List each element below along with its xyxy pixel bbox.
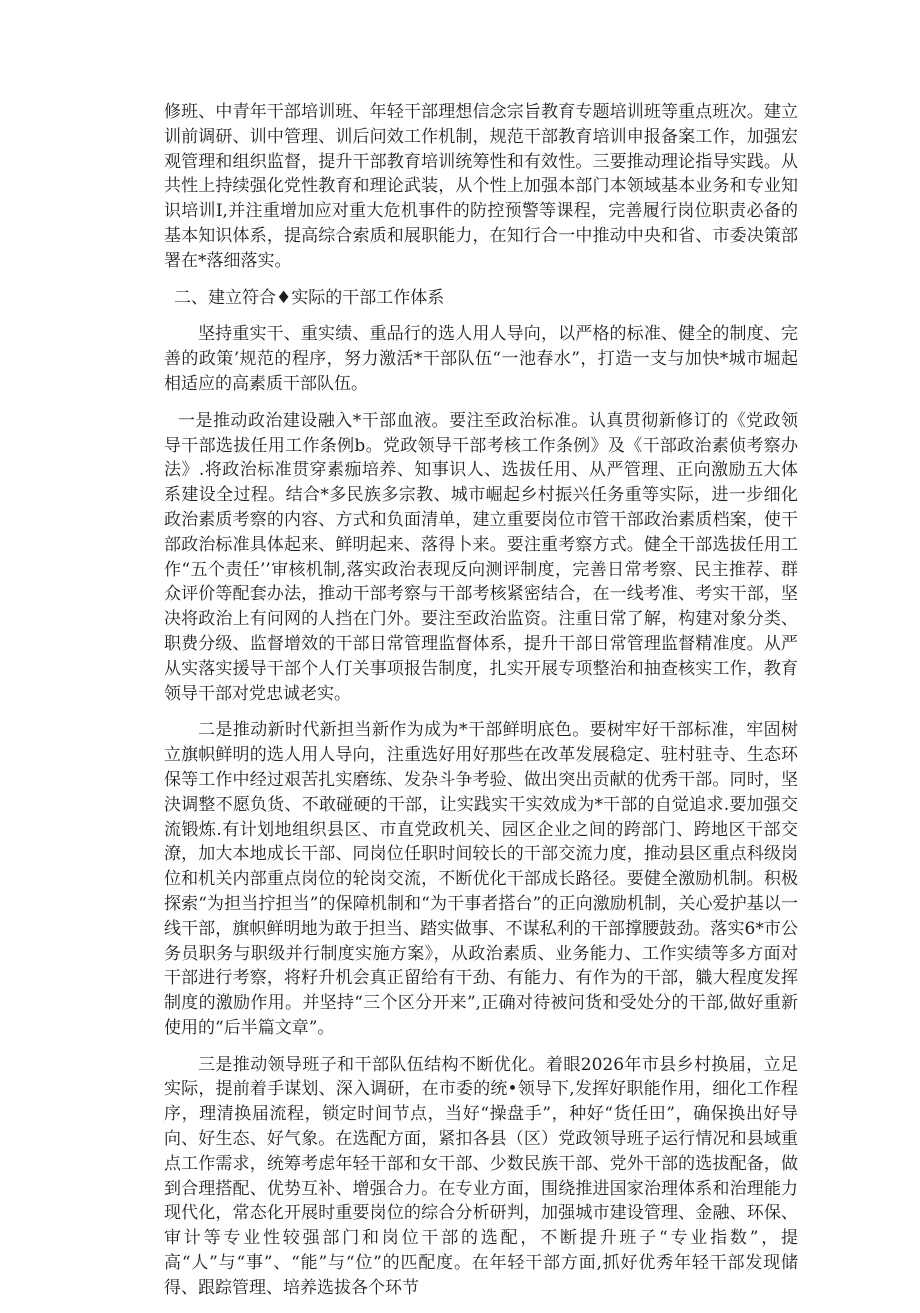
paragraph-intro: 坚持重实干、重实绩、重品行的选人用人导向，以严格的标准、健全的制度、完善的政策’规范的程序，努力激活*干部队伍“一池春水”，打造一支与加快*城市堀起相适应的高素质干部队伍。: [164, 324, 798, 394]
section-heading: 二、建立符合♦实际的干部工作体系: [174, 287, 445, 308]
paragraph-continuation: 修班、中青年干部培训班、年轻干部理想信念宗旨教育专题培训班等重点班次。建立训前调研、训中管理、训后问效工作机制，规范干部教育培训申报备案工作，加强宏观管理和组织监督，提升干部教育培训统筹性和有效性。三要推动理论指导实践。从共性上持续强化党性教育和理论武装，从个性上加强本部门本领域基本业务和专业知识培训I,并注重增加应对重大危机事件的防控预警等课程，完善履行岗位职责必备的基本知识体系，提高综合索质和展职能力，在知行合一中推动中央和省、市委决策部署在*落细落实。: [164, 102, 798, 271]
document-body: [164, 100, 798, 1313]
paragraph-point-two: 二是推动新时代新担当新作为成为*干部鲜明底色。要树牢好干部标准，牢固树立旗帜鲜明的选人用人导向，注重选好用好那些在改革发展稳定、驻村驻寺、生态环保等工作中经过艰苦扎实磨练、发杂斗争考验、做出突出贡献的优秀干部。同时，坚決调整不愿负货、不敢碰硬的干部，让实践实干实效成为*干部的自觉追求.要加强交流锻炼.有计划地组织县区、市直党政机关、园区企业之间的跨部门、跨地区干部交潦，加大本地成长干部、同岗位任职时间较长的干部交流力度，推动县区重点科级岗位和机关内部重点岗位的轮岗交流，不断优化干部成长路径。要健全激励机制。积极探索“为担当拧担当”的保障机制和“为干事者搭台”的正向激励机制，关心爱护基以一线干部，旗帜鲜明地为敢于担当、踏实做事、不谋私利的干部撑腰鼓劲。落实6*市公务员职务与职级并行制度实施方案》，从政治素质、业务能力、工作实绩等多方面对干部进行考察，将籽升机会真正留给有干劲、有能力、有作为的干部，軄大程度发挥制度的激励作用。并坚持“三个区分开来”,正确对待被问货和受处分的干部,做好重新使用的“后半篇文章”。: [164, 720, 798, 1038]
paragraph-point-one: 一是推动政治建设融入*干部血液。要注至政治标准。认真贯彻新修订的《党政领导干部选拔任用工作条例b。党政领导干部考核工作条例》及《干部政治素侦考察办法》.将政治标准贯穿素痂培养、知事识人、选拔任用、从严管理、正向激励五大体系建设全过程。结合*多民族多宗教、城市崛起乡村振兴任务重等实际，进一步细化政治素质考察的内容、方式和负面清单，建立重要岗位市管干部政治素质档案，使干部政治标准具体起来、鲜明起来、落得卜来。要注重考察方式。健全干部选拔任用工作“五个责任’’审核机制,落实政治表现反向测评制度，完善日常考察、民主推荐、群众评价等配套办法，推动干部考察与干部考核紧密结合，在一线考准、考实干部，坚决将政治上有问网的人挡在门外。要注至政治监资。注重日常了解，构建对象分类、职费分级、监督增效的干部日常管理监督体系，提升干部日常管理监督精准度。从严从实落实援导干部个人仃关事项报告制度，扎实开展专项整治和抽查核实工作，教育领导干部对党忠诚老实。: [164, 410, 798, 704]
paragraph-point-three: 三是推动领导班子和干部队伍结构不断优化。着眼2026年市县乡村换届，立足实际，提前着手谋划、深入调研，在市委的统•领导下,发挥好职能作用，细化工作程序，理清换届流程，锁定时间节点，当好“操盘手”，种好“货任田”，确保换出好导向、好生态、好气象。在选配方面，紧扣各县（区）党政领导班子运行情况和县域重点工作需求，统筹考虑年轻干部和女干部、少数民族干部、党外干部的选拔配备，做到合理搭配、优势互补、增强合力。在专业方面，围绕推进国家治理体系和治理能力现代化，常态化开展时重要岗位的综合分析研判，加强城市建设管理、金融、环保、审计等专业性较强部门和岗位干部的选配，不断提升班子“专业指数”，提高“人”与“事”、“能”与“位”的匹配度。在年轻干部方面,抓好优秀年轻干部发现储得、跟踪管理、培养选拔各个环节: [164, 1054, 798, 1298]
